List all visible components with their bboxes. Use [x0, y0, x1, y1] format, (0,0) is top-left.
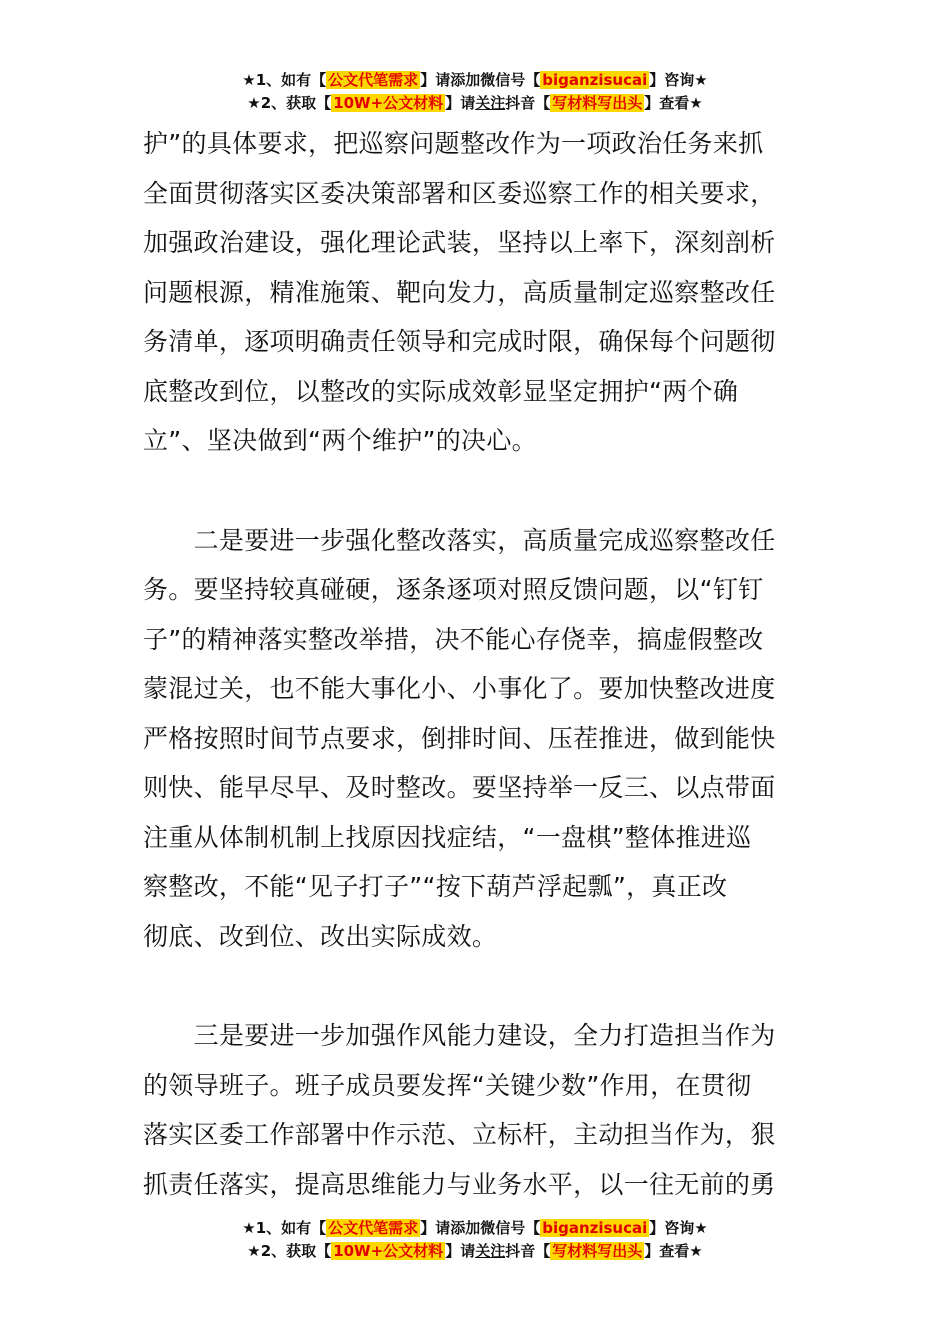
header-banner: [0, 69, 950, 115]
banner-text: ★2、获取【: [247, 1242, 332, 1260]
banner-line-2: [0, 1240, 950, 1263]
highlight-service: 公文代笔需求: [328, 1219, 419, 1237]
text-line: 二是要进一步强化整改落实，高质量完成巡察整改任: [143, 525, 776, 555]
highlight-wechat-id: biganzisucai: [542, 1219, 648, 1237]
banner-text: ★1、如有【: [242, 71, 327, 89]
banner-line-2: [0, 92, 950, 115]
footer-banner: [0, 1217, 950, 1263]
text-line: 蒙混过关，也不能大事化小、小事化了。要加快整改进度: [143, 674, 776, 703]
banner-text: 】咨询★: [649, 1219, 708, 1237]
text-line: 落实区委工作部署中作示范、立标杆，主动担当作为，狠: [143, 1120, 776, 1149]
text-line: 的领导班子。班子成员要发挥“关键少数”作用，在贯彻: [143, 1070, 752, 1100]
text-line: 务。要坚持较真碰硬，逐条逐项对照反馈问题，以“钉钉: [143, 575, 764, 604]
paragraph-1: [143, 119, 807, 466]
highlight-wechat-id: biganzisucai: [542, 71, 648, 89]
banner-text: 】查看★: [644, 1242, 703, 1260]
text-line: 子”的精神落实整改举措，决不能心存侥幸，搞虚假整改: [143, 624, 764, 654]
highlight-materials: 10W+公文材料: [333, 1242, 444, 1260]
banner-text: ★1、如有【: [242, 1219, 327, 1237]
text-line: 全面贯彻落实区委决策部署和区委巡察工作的相关要求，: [143, 178, 776, 208]
highlight-service: 公文代笔需求: [328, 71, 419, 89]
text-line: 注重从体制机制上找原因找症结，“一盘棋”整体推进巡: [143, 822, 752, 852]
paragraph-gap: [143, 961, 807, 1011]
document-body: [143, 119, 807, 1209]
highlight-account: 写材料写出头: [552, 94, 643, 112]
banner-line-1: [0, 1217, 950, 1240]
text-line: 则快、能早尽早、及时整改。要坚持举一反三、以点带面: [143, 773, 776, 802]
paragraph-gap: [143, 466, 807, 516]
paragraph-2: [143, 516, 807, 962]
banner-text: 】咨询★: [649, 71, 708, 89]
paragraph-3: [143, 1011, 807, 1209]
banner-text: 抖音【: [505, 94, 551, 112]
text-line: 护”的具体要求，把巡察问题整改作为一项政治任务来抓: [143, 129, 764, 158]
highlight-account: 写材料写出头: [552, 1242, 643, 1260]
banner-text: 】查看★: [644, 94, 703, 112]
text-line: 务清单，逐项明确责任领导和完成时限，确保每个问题彻: [143, 327, 776, 356]
banner-line-1: [0, 69, 950, 92]
underlined-follow: 关注: [475, 94, 506, 112]
text-line: 三是要进一步加强作风能力建设，全力打造担当作为: [143, 1021, 776, 1050]
banner-text: 】请添加微信号【: [420, 71, 541, 89]
text-line: 彻底、改到位、改出实际成效。: [143, 921, 498, 951]
banner-text: 】请: [445, 1242, 476, 1260]
text-line: 立”、坚决做到“两个维护”的决心。: [143, 426, 537, 455]
text-line: 抓责任落实，提高思维能力与业务水平，以一往无前的勇: [143, 1169, 776, 1199]
banner-text: 】请: [445, 94, 476, 112]
banner-text: 抖音【: [505, 1242, 551, 1260]
text-line: 察整改，不能“见子打子”“按下葫芦浮起瓢”，真正改: [143, 872, 728, 901]
text-line: 底整改到位，以整改的实际成效彰显坚定拥护“两个确: [143, 376, 739, 406]
text-line: 严格按照时间节点要求，倒排时间、压茬推进，做到能快: [143, 723, 776, 753]
highlight-materials: 10W+公文材料: [333, 94, 444, 112]
banner-text: 】请添加微信号【: [420, 1219, 541, 1237]
underlined-follow: 关注: [475, 1242, 506, 1260]
banner-text: ★2、获取【: [247, 94, 332, 112]
text-line: 问题根源，精准施策、靶向发力，高质量制定巡察整改任: [143, 277, 776, 307]
text-line: 加强政治建设，强化理论武装，坚持以上率下，深刻剖析: [143, 228, 776, 257]
